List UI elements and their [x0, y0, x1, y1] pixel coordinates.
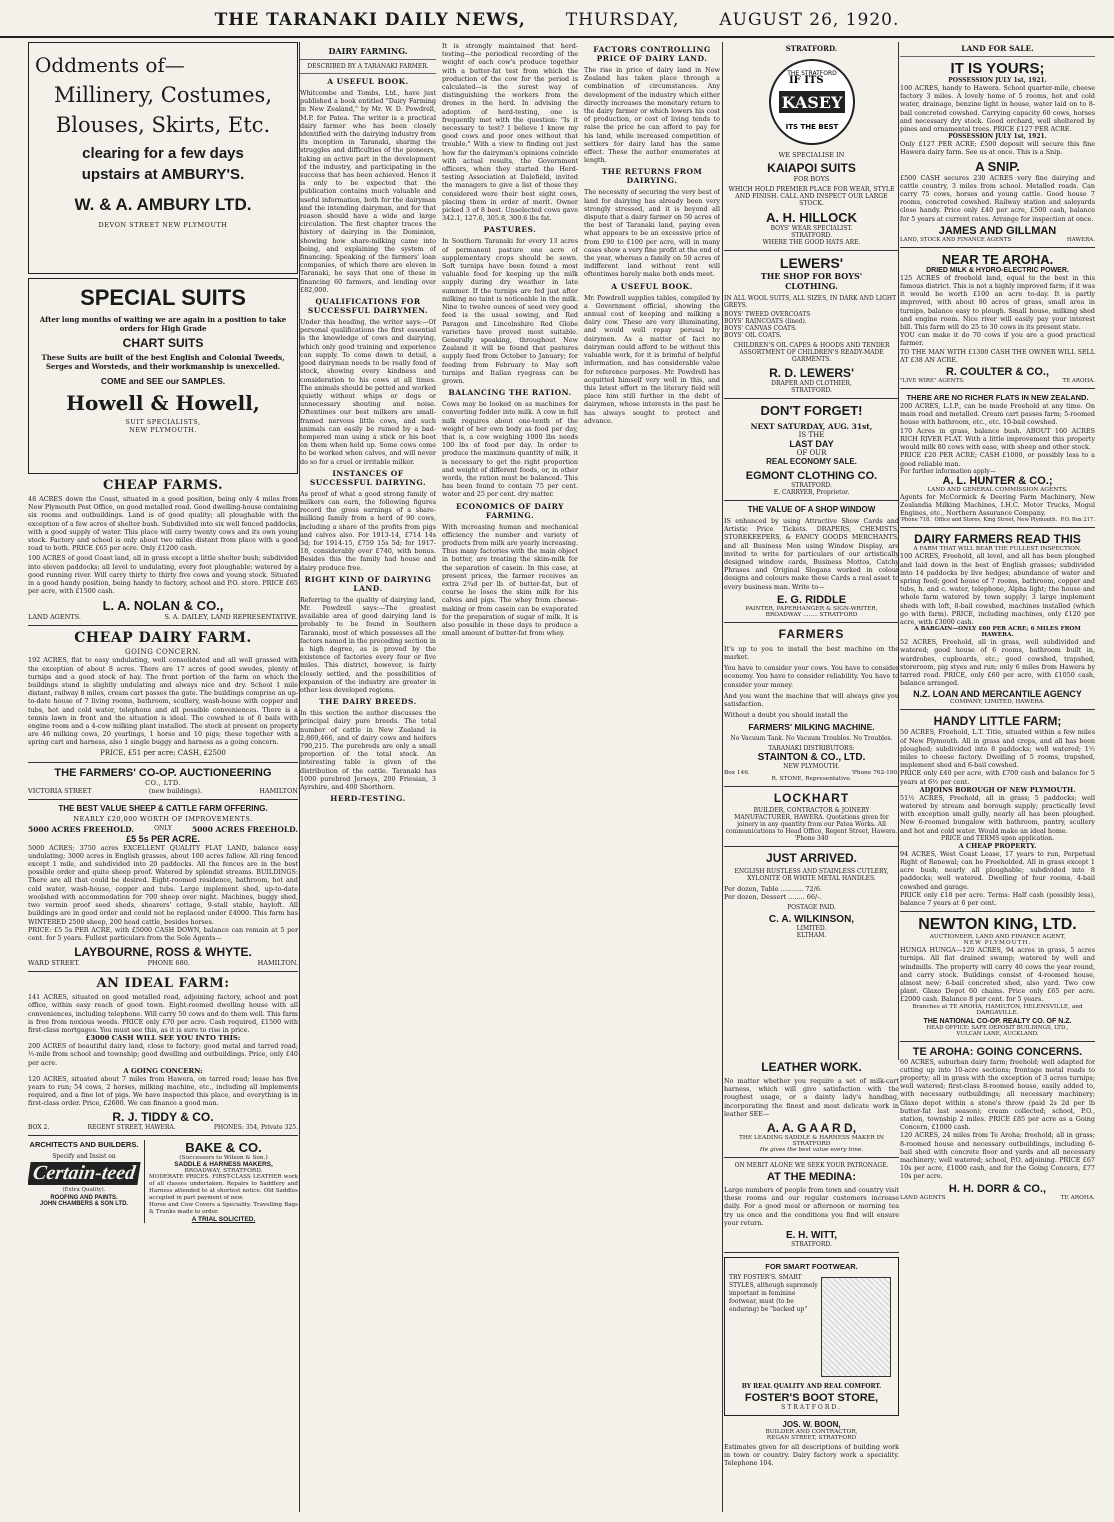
ad-line: STRATFORD. [791, 387, 832, 394]
ad-firm: EGMONT CLOTHING CO. [745, 470, 878, 482]
ad-line: STRATFORD. [791, 482, 832, 489]
ad-title: THE BEST VALUE SHEEP & CATTLE FARM OFFERING. [58, 803, 268, 813]
newspaper-title: THE TARANAKI DAILY NEWS, [214, 10, 526, 30]
ad-line: 'Phone 718. [900, 517, 931, 524]
ad-line: BOYS' WEAR SPECIALIST. [770, 225, 853, 232]
ad-line: (Extra Quality). [62, 1186, 106, 1193]
ad-line: SADDLE & HARNESS MAKERS, [174, 1160, 273, 1168]
ad-line: (new buildings). [148, 786, 203, 795]
ad-line: LAND AGENTS. [28, 613, 81, 622]
ad-title: JUST ARRIVED. [766, 851, 857, 866]
ad-line: £3000 CASH WILL SEE YOU INTO THIS: [85, 1034, 241, 1043]
ad-text: 50 ACRES, Freehold, L.T. Title, situated within a few miles of New Plymouth. All in grass and crops, and all has been ploughed; subdivided into 8 paddocks; well watered; 1½ miles to cheese factory. Dwelling of 5 rooms, trapshed, implement shed and 6-bail cowshed. [900, 728, 1095, 770]
section-heading: THE RETURNS FROM DAIRYING. [601, 167, 703, 186]
wilkinson-ad [724, 851, 899, 939]
ad-line: HEAD OFFICE: SAFE DEPOSIT BUILDINGS, LTD., [926, 1024, 1069, 1031]
ad-line: WHERE THE GOOD HATS ARE. [762, 239, 861, 246]
ad-title: A SNIP. [975, 158, 1020, 174]
fosters-ad [724, 1257, 899, 1416]
ad-line: BUILDER AND CONTRACTOR, [765, 1429, 858, 1436]
column-1 [28, 42, 298, 1512]
dairy-farmers-read-ad [900, 532, 1095, 705]
ad-price: PRICE only £40 per acre, with £700 cash and balance for 5 years at 6½ per cent. [900, 769, 1095, 786]
ad-line: ONLY [154, 824, 172, 832]
ad-line: COME and SEE our SAMPLES. [100, 376, 226, 386]
ad-title: CHEAP FARMS. [102, 478, 224, 493]
column-4-land-for-sale [900, 42, 1095, 1512]
ad-line: CHART SUITS [122, 336, 204, 350]
ad-line: VULCAN LANE, AUCKLAND. [956, 1030, 1039, 1037]
section-heading: BALANCING THE RATION. [448, 388, 572, 398]
ad-line: BROADWAY ........ STRATFORD [765, 611, 858, 618]
ad-line: BOX 2. [28, 1123, 50, 1131]
ad-firm: JAMES AND GILLMAN [938, 224, 1057, 237]
ad-line: STRATFORD. [791, 232, 832, 239]
ad-text: HUNGA HUNGA—120 ACRES, 94 acres in grass, 5 acres turnips. All flat drained swamp; watered by well and windmills. The property will carry 40 cows the year round, and carry stock. Buildings consist of 4-roomed house, almost new; 6-bail concreted shed, also yard. Two cow plant. Glaxo Depot 60 chains. Price only £65 per acre. £2000 cash. Balance 8 per cent. for 5 years. [900, 946, 1095, 1004]
ad-line: R. STONE, Representative. [771, 776, 852, 783]
ad-firm: R. D. LEWERS' [769, 366, 854, 380]
ad-firm: E. H. WITT, [785, 1230, 838, 1242]
ad-text: YOU can make it do 70 cows if you are a good practical farmer. [900, 331, 1095, 348]
ad-line: ADJOINS BOROUGH OF NEW PLYMOUTH. [919, 785, 1076, 794]
ad-firm: A. L. HUNTER & CO.; [942, 474, 1053, 487]
article-col-a [300, 42, 436, 1512]
leather-ad [724, 1060, 899, 1153]
shop-window-ad [724, 505, 899, 618]
ad-firm: N.Z. LOAN AND MERCANTILE AGENCY [913, 689, 1082, 700]
ad-line: "LIVE WIRE" AGENTS. [900, 378, 965, 385]
ad-firm: JOHN CHAMBERS & SON LTD. [39, 1200, 129, 1207]
ad-line: PHONE 680. [147, 959, 190, 968]
ad-title: TE AROHA: GOING CONCERNS. [912, 1045, 1083, 1058]
ad-title: CHEAP DAIRY FARM. [74, 630, 252, 647]
ad-line: LAND AGENTS [900, 1194, 946, 1201]
article-col-c [584, 42, 720, 1512]
ad-price: £5 5s PER ACRE. [126, 833, 200, 844]
article-paragraph: It is strongly maintained that herd-testing—the periodical recording of the weight of each cow's produce together with a butter-fat test from which the production of the cow for the period is calculated—is the surest way of distinguishing the workers from the drones in the herd. In advising the adoption of herd-testing, one is frequently met with the question: "Is it necessary to test? I believe I know my good cows and poor ones without that trouble." With a view to finding out just how far the dairyman's opinions coincide with actual results, the Government officers, when they started the Herd-testing Association at Dalefield, invited the managers to give a list of those they considered were their best eight cows, placing them in order of merit. Owner picked 3 of 8 best. Unselected cows gave 342.1, 127.6, 305.8, 300.6 lbs fat. [442, 42, 578, 223]
ad-text: You have to consider your cows. You have to consider economy. You have to consider reliability. You have to consider your money. [724, 664, 899, 689]
ad-line: upstairs at AMBURY'S. [81, 166, 245, 183]
article-paragraph: Cows may be looked on as machines for converting fodder into milk. A cow in full milk requires about one-tenth of the weight of her own body as food per day, that is, a cow weighing 1000 lbs needs 100 lbs of food per day. In order to produce the maximum quantity of milk, it is necessary to get the right proportion and weight of different foods, or, in other words, the ration must be balanced. This has been found to contain 75 per cent. water and 25 per cent. dry matter. [442, 400, 578, 499]
ad-line: LAND, STOCK AND FINANCE AGENTS [900, 236, 1012, 243]
ad-price: Per dozen, Dessert ........ 66/-. [724, 893, 822, 902]
ad-line: He gives the best value every time. [759, 1147, 864, 1154]
ad-text: 200 ACRES, L.I.P., can be made Freehold at any time. On main road and metalled. Cream cart passes farm; 5-roomed house with bathroom, etc., etc. 10-bail cowshed. [900, 402, 1095, 427]
ad-text: TO THE MAN WITH £1300 CASH THE OWNER WILL SELL AT £38 AN ACRE. [900, 347, 1095, 364]
ad-firm: THE FARMERS' CO-OP. AUCTIONEERING [54, 766, 272, 779]
ad-line: For further information apply— [900, 467, 996, 475]
section-heading: RIGHT KIND OF DAIRYING LAND. [304, 574, 432, 593]
ad-title: DAIRY FARMERS READ THIS [914, 532, 1081, 547]
te-aroha-ad [900, 252, 1095, 384]
ad-text: 100 ACRES, Freehold, all level, and all has been ploughed and laid down in the best of English grasses; subdivided into 14 paddocks by live hedges; abundance of water and spring feed; good house of 7 rooms, bathroom, copper and tubs, h. and c. water, telephone, Alpha light; the house and whole farm watered by town supply; 3 large implement sheds with loft, 8-bail cowshed, machines installed (which go with farm). PRICE, including machines, only £120 per acre, with £3000 cash. [900, 552, 1095, 626]
ad-line: WE SPECIALISE IN [778, 151, 845, 159]
section-heading: PASTURES. [483, 225, 537, 235]
ad-text: TRY FOSTER'S. SMART STYLES, although supremely important in feminine footwear, must (to be enduring) be "backed up" [729, 1274, 818, 1314]
ad-line: COMPANY, LIMITED, HAWERA. [950, 699, 1045, 706]
ad-line: STRATFORD. [785, 44, 838, 53]
ad-text: And you want the machine that will always give you satisfaction. [724, 691, 899, 709]
ad-firm: LOCKHART [773, 791, 850, 806]
ad-text: BUILDER, CONTRACTOR & JOINERY MANUFACTURER, HAWERA. Quotations given for joinery in any quantity from our Patea Works. All communications to Head Office, Regent Street, Hawera. 'Phone 340 [725, 807, 898, 843]
architects-ad [28, 1140, 140, 1223]
ad-title: FARMERS [778, 626, 845, 641]
ad-line: A BARGAIN—ONLY £60 PER ACRE; 6 MILES FROM HAWERA. [914, 626, 1081, 639]
ad-line: ELTHAM. [796, 932, 827, 940]
ad-line: AUCTIONEER, LAND AND FINANCE AGENT, [929, 934, 1066, 941]
ad-line: FOR BOYS [793, 175, 830, 183]
ad-line: P.O. Box 217. [1060, 517, 1095, 524]
ad-line: LAST DAY [789, 439, 834, 449]
ad-text: No matter whether you require a set of milk-cart harness, which will give satisfaction with the roughest usage, or a dainty lady's handbag, incorporating the finest and most delicate work in leather SEE— [724, 1077, 899, 1118]
ad-line: DRAPER AND CLOTHIER, [771, 380, 852, 387]
ad-text: Only £127 PER ACRE; £500 deposit will secure this fine Hawera dairy farm. See us at once. This is a Snip. [900, 140, 1095, 157]
section-heading: INSTANCES OF SUCCESSFUL DAIRYING. [309, 468, 427, 487]
ad-title: THE VALUE OF A SHOP WINDOW [747, 505, 876, 514]
ad-line: BROADWAY, STRATFORD. [184, 1167, 263, 1174]
ad-text: These Suits are built of the best English and Colonial Tweeds, Serges and Worsteds, and their workmanship is unexcelled. [41, 353, 285, 371]
ad-title: LEWERS' [779, 255, 844, 271]
ad-text: 170 Acres in grass, balance bush. ABOUT 160 ACRES RICH RIVER FLAT. With a little improvement this property would milk 80 cows with ease, with sheep and other stock. [900, 426, 1095, 452]
farmers-coop-ad [28, 767, 298, 795]
richer-flats-ad [900, 393, 1095, 523]
column-2-article [300, 42, 720, 1512]
ad-firm: BAKE & CO. [185, 1139, 262, 1155]
ad-line: Branches at TE AROHA, HAMILTON, HELENSVILLE, and DARGAVILLE. [912, 1003, 1083, 1016]
svg-text:IF ITS: IF ITS [788, 75, 824, 86]
article-paragraph: With increasing human and mechanical efficiency the number and variety of products from milk are yearly increasing. Thus many factories with the main object in butter, are treating the skim-milk for the separation of casein. In this case, at present prices, the farmer receives an extra 2¾d per lb. of butter-fat, but of course he loses the skim milk for his calves and pigs. The whey from cheese-making or from casein can be evaporated for the preparation of sugar of milk. It is also possible in these days to produce a small amount of butter-fat from whey. [442, 522, 578, 638]
ad-line: E. CARRYER, Proprietor. [773, 489, 850, 496]
ad-firm: NEWTON KING, LTD. [918, 916, 1077, 934]
ad-line: LIMITED. [796, 925, 827, 933]
ad-title: HANDY LITTLE FARM; [933, 714, 1062, 729]
ideal-farm-ad [28, 976, 298, 1130]
ad-text: CHILDREN'S OIL CAPES & HOODS AND TENDER ASSORTMENT OF CHILDREN'S READY-MADE GARMENTS. [733, 342, 890, 363]
ad-line: REGAN STREET, STRATFORD [766, 1435, 857, 1442]
ad-firm: L. A. NOLAN & CO., [102, 598, 224, 614]
issue-day: THURSDAY, [565, 10, 680, 30]
ad-firm: A. A. G A A R D, [766, 1121, 857, 1136]
ad-text: Horse and Cow Covers a Speciality. Travelling Bags & Trunks made to order. [149, 1201, 298, 1215]
ad-text: 125 ACRES of freehold land, equal to the best in this famous district. This is not a highly improved farm; if it was it would be worth £100 an acre to-day. It is partly improved, with about 80 acres of grass, small area in turnips, balance easy to plough. Small house, milking shed and engine room. Nice river will easily pay your interest bill. This farm will do 25 to 30 cows in its present state. [900, 273, 1095, 332]
cheap-farms-ad [28, 478, 298, 621]
ad-line: ROOFING AND PAINTS. [50, 1194, 118, 1201]
ad-price: PRICE and TERMS upon application. [941, 834, 1054, 842]
farmers-machine-ad [724, 627, 899, 783]
ad-line: Blouses, Skirts, Etc. [55, 113, 271, 137]
ad-firm: R. COULTER & CO., [945, 366, 1050, 379]
ad-text: Agents for McCormick & Deering Farm Machinery, New Zealandia Milking Machines, I.H.C. Motor Trucks, Mogul Engines, etc., Northern Assurance Company. [900, 492, 1095, 518]
kasey-ad [724, 44, 899, 246]
ad-line: A CHEAP PROPERTY. [958, 841, 1037, 850]
article-paragraph: As proof of what a good strong family of milkers can earn, the following figures record the gross earnings of a share-milking family from a herd of 90 cows, including a share of the profits from pigs and calves also. For 1913-14, £714 14s 3d; for 1914-15, £759 15s 5d; for 1917-18, considerably over £740, with bonus. Besides this the family had house and dairy produce free. [300, 489, 436, 572]
ad-title: AT THE MEDINA: [766, 1171, 856, 1184]
newton-king-ad [900, 916, 1095, 1036]
ad-line: NEXT SATURDAY, AUG. 31st, [750, 422, 873, 431]
article-paragraph: Referring to the quality of dairying land, Mr. Powdrell says:—The greatest available area of good dairying land is probably to be found in Southern Taranaki, most of which possesses all the factors named in the preceding section in a high degree, as is proved by the existence of factories every four or five miles. This district, however, is fairly closely settled, and the possibilities of expansion of the industry are greater in other less developed regions. [300, 595, 436, 694]
section-heading: QUALIFICATIONS FOR SUCCESSFUL DAIRYMEN. [307, 297, 429, 316]
ad-text: Estimates given for all descriptions of building work in town or country. Dairy factory work a speciality. Telephone 104. [724, 1443, 899, 1468]
svg-text:THE STRATFORD: THE STRATFORD [786, 70, 837, 77]
howell-ad [28, 278, 298, 474]
ad-line: NEW PLYMOUTH. [129, 426, 197, 434]
ad-text: 52 ACRES, Freehold, all in grass, well subdivided and watered; good house of 6 rooms, bathroom built in, wardrobes, cupboards, etc.; good cowshed, trapshed, storeroom, pig styes and run; only 6 miles from Hawera by tarred road. PRICE, only £60 per acre, with £1050 cash, balance arranged. [900, 638, 1095, 688]
ad-line: Box 146. [724, 770, 750, 777]
ad-line: VICTORIA STREET [28, 786, 92, 795]
ad-text: 141 ACRES, situated on good metalled road, adjoining factory, school and post office, within easy reach of good town. Eight-roomed dwelling house with all conveniences, including telephone. Will carry 50 cows and do them well. This farm is free from noxious weeds. PRICE only £70 per acre. Cash required, £1500 with first-class mortgages. You must see this, as it is sure to rise in price. [28, 993, 298, 1034]
ad-line: OF OUR [796, 449, 827, 457]
medina-ad [724, 1162, 899, 1248]
ad-line: PAINTER, PAPERHANGER & SIGN-WRITER, [745, 605, 878, 612]
ad-text: 94 ACRES, West Coast Lease, 17 years to run, Perpetual Right of Renewal; can be Freeholded. All in grass except 1 acre bush; nearly all ploughable; subdivided into 8 paddocks; well watered. Dwelling of four rooms, 4-bail cowshed and garage. [900, 849, 1095, 891]
section-heading: FACTORS CONTROLLING PRICE OF DAIRY LAND. [593, 45, 711, 63]
ad-text: 48 ACRES down the Coast, situated in a good position, being only 4 miles from New Plymouth Post Office, on good metalled road. Good dwelling-house containing six rooms and outbuildings. Land is of good quality; all ploughable with the exception of a few acres of shelter bush. Subdivided into six well fenced paddocks, with a good supply of water. This place will carry twenty cows and its own young stock. Factory and school is only about two miles distant from place with a good road to both. PRICE £65 per acre. Only £1200 cash. [28, 495, 298, 553]
ad-product: FARMERS' MILKING MACHINE. [748, 722, 875, 733]
section-heading: ECONOMICS OF DAIRY FARMING. [455, 501, 565, 520]
article-paragraph: Mr. Powdrell supplies tables, compiled by a Government official, showing the annual cost of keeping and milking a dairy cow. These are very illuminating, and would well repay perusal by dairymen. As a matter of fact no dairyman could afford to be without this valuable work, for it is brimful of helpful information, and has considerable value for reference purposes. Mr. Powdrell has acquitted himself very well in this, and this latest effort in the literary field will place him still further in the debt of dairymen, whose interests in the past he has always sought to protect and advance. [584, 293, 720, 425]
ad-line: BY REAL QUALITY AND REAL COMFORT. [741, 1383, 882, 1391]
ad-text: 200 ACRES of beautiful dairy land, close to factory; good metal and tarred road; ½-mile from school and township; good dwelling and outbuildings. Price, only £40 per acre. [28, 1042, 298, 1067]
section-heading: LAND FOR SALE. [961, 44, 1034, 53]
ad-line: 'Phone 762-190. [851, 770, 899, 777]
ad-firm: Howell & Howell, [66, 391, 260, 415]
ad-text: IS enhanced by using Attractive Show Cards and Artistic Price Tickets. DRAPERS, CHEMISTS, STOREKEEPERS, & FANCY GOODS MERCHANTS, and all Business Men using Window Display, are invited to write for particulars of our artistically designed window cards, Business Mottos, Catchy Phrases and Original Slogans worked in colour designs and colours make these Cards a real asset to every business man. Write to— [724, 517, 899, 591]
section-heading: HERD-TESTING. [330, 794, 406, 804]
article-col-b [442, 42, 578, 1512]
ad-title: LEATHER WORK. [761, 1060, 862, 1074]
ad-line: TARANAKI DISTRIBUTORS: [768, 745, 855, 753]
ad-text: PRICE £20 PER ACRE; CASH £1000, or possibly less to a good reliable man. [900, 451, 1095, 468]
boon-ad [724, 1420, 899, 1468]
bottom-ads-row [28, 1140, 298, 1223]
ad-line: Specify and Insist on [52, 1152, 116, 1160]
ad-line: GOING CONCERN. [125, 648, 201, 657]
kasey-logo [767, 57, 857, 147]
ad-title: IT IS YOURS; [950, 60, 1045, 77]
ad-line: Millinery, Costumes, [53, 83, 273, 107]
ad-text: After long months of waiting we are again in a position to take orders for High Grade [39, 315, 287, 333]
ad-line: clearing for a few days [82, 145, 244, 162]
ad-price: Per dozen, Table ........... 72/6. [724, 885, 823, 894]
ad-line: BOYS' OIL COATS. [724, 332, 782, 339]
article-paragraph: In this section the author discusses the principal dairy pure breeds. The total number of cattle in New Zealand is 2,869,466, and of dairy cows and heifers 790,215. The purebreds are only a small proportion of the total stock. An interesting table is given of the distribution of the cattle. Taranaki has 1000 purebred Jerseys, 200 Friesian, 3 Ayrshire, and 400 Shorthorn. [300, 709, 436, 792]
issue-date: AUGUST 26, 1920. [719, 10, 900, 30]
section-heading: A USEFUL BOOK. [611, 281, 693, 291]
ad-text: ENGLISH RUSTLESS AND STAINLESS CUTLERY, XYLONITE OR WHITE METAL HANDLES. [734, 868, 889, 883]
dairy-farm-ad [28, 630, 298, 757]
article-paragraph: Whitcombe and Tombs, Ltd., have just published a book entitled "Dairy Farming in New Zealand," by Mr. W. D. Powdrell, M.P. for Patea. The writer is a practical dairy farmer who has been closely identified with the dairying industry from its inception in Taranaki, sharing the struggles and difficulties of the pioneers, taking an active part in the development of the industry, and participating in the success that has been achieved. Hence it is only to be expected that the publication contains much valuable and useful information, both for the dairyman and the intending dairyman, and for that reason should have a wide and large circulation. The first chapter traces the history of dairying in the Dominion, showing how share-milking came into being, and explaining the system of financing. Speaking of the farmers' loan companies, of which there are eleven in Taranaki, he says that one of these in financing 60 farmers, and lending over £82,000. [300, 89, 436, 294]
bake-ad [144, 1140, 298, 1223]
ad-price: PRICE only £18 per acre. Terms: Half cash (possibly less), balance 7 years at 6 per cent. [900, 890, 1095, 908]
ad-title: NEAR TE AROHA. [941, 251, 1054, 267]
ad-line: ON MERIT ALONE WE SEEK YOUR PATRONAGE. [734, 1162, 889, 1170]
ad-text: 100 ACRES of good Coast land, all in grass except a little shelter bush; subdivided into eleven paddocks; all level to undulating, every foot ploughable; watered by a good running river. Will carry thirty to thirty five cows and young stock. Situated in a good handy position, being handy to factory, school and P.O. store. PRICE £65 per acre, with £1500 cash. [28, 554, 298, 596]
ad-line: HAWERA. [1066, 236, 1095, 243]
ad-text: No Vacuum Tank. No Vacuum Troubles. No Troubles. [730, 735, 893, 743]
ad-line: A FARM THAT WILL BEAR THE FULLEST INSPECTION. [913, 546, 1082, 553]
ad-line: Office and Stores, King Street, New Plymouth. [934, 517, 1058, 524]
ad-text: 5000 ACRES; 3750 acres EXCELLENT QUALITY FLAT LAND, balance easy undulating; 3000 acres in English grasses, about 100 acres fallow. All ring fenced except 1 mile, and subdivided into 20 paddocks. All the fences are in the best possible order and quite sheep proof. Watered by splendid streams. BUILDINGS: There are all that could be desired. Eight-roomed residence, bathroom, hot and cold water, wash-house, copper and tubs. Large implement shed, up-to-date woolshed with accommodation for 700 sheep over night. Machines, buggy shed, two vermin proof seed sheds, shearers' cottage, 9-stall stable, hayloft. All buildings are in good order and could not be replaced under £4000. This farm has WINTERED 2500 sheep, 200 head cattle, besides horses. [28, 843, 298, 926]
ad-text: 51½ ACRES, Freehold, all in grass; 5 paddocks; well watered by stream and borough supply; practically level with exception small gully, nearly all has been ploughed. New 6-roomed bungalow with bathroom, pantry, scullery and hot and cold water. Would make an ideal home. [900, 793, 1095, 835]
ad-address: DEVON STREET NEW PLYMOUTH [98, 221, 228, 229]
ad-title: THERE ARE NO RICHER FLATS IN NEW ZEALAND. [906, 393, 1089, 403]
ad-text: 120 ACRES, 24 miles from Te Aroha; freehold; all in grass; 8-roomed house and necessary outbuildings, including 6-bail shed with concrete floor and yards and all necessary machinery; well watered; school, P.O. adjoining. PRICE £67 10s per acre, £1000 cash, and for the Going Concern, £77 10s per acre. [900, 1131, 1095, 1181]
ad-text: Without a doubt you should install the [724, 711, 848, 720]
ad-firm: R. J. TIDDY & CO. [112, 1109, 214, 1124]
ad-line: POSSESSION JULY 1st, 1921. [948, 133, 1047, 141]
handy-farm-ad [900, 714, 1095, 907]
ad-line: POSTAGE PAID. [787, 904, 836, 912]
ad-price: PRICE, £51 per acre; CASH, £2500 [100, 748, 226, 757]
ad-line: REAL ECONOMY SALE. [766, 457, 857, 466]
ad-line: BOYS' RAINCOATS (lined). [724, 318, 807, 325]
ad-line: 5000 ACRES FREEHOLD. [192, 824, 298, 834]
ad-line: DRIED MILK & HYDRO-ELECTRIC POWER. [926, 266, 1069, 274]
ad-firm: LAYBOURNE, ROSS & WHYTE. [74, 945, 252, 960]
ad-line: THE SHOP FOR BOYS' [760, 271, 863, 281]
ad-firm: W. & A. AMBURY LTD. [74, 195, 252, 214]
ad-firm: THE NATIONAL CO-OP. REALTY CO. OF N.Z. [923, 1017, 1072, 1025]
ad-firm: STAINTON & CO., LTD. [757, 752, 866, 764]
lockhart-ad [724, 791, 899, 842]
it-is-yours-ad [900, 60, 1095, 157]
sheep-farm-ad [28, 804, 298, 967]
section-heading: THE DAIRY BREEDS. [319, 697, 417, 707]
ad-firm: FOSTER'S BOOT STORE, [744, 1392, 879, 1405]
ad-line: POSSESSION JULY 1st, 1921. [948, 77, 1047, 84]
ad-line: IS THE [798, 431, 825, 439]
ad-line: THE LEADING SADDLE & HARNESS MAKER IN STRATFORD [739, 1135, 884, 1148]
certain-teed-logo: Certain-teed [28, 1162, 141, 1185]
shoe-illustration [821, 1277, 891, 1377]
ad-line: TE AROHA. [1062, 378, 1095, 385]
ad-line: A GOING CONCERN: [123, 1066, 203, 1075]
ad-title: FOR SMART FOOTWEAR. [765, 1262, 858, 1272]
section-heading: A USEFUL BOOK. [327, 77, 409, 86]
svg-text:KASEY: KASEY [781, 93, 842, 112]
ad-line: (Successors to Wilson & Son.) [179, 1154, 268, 1161]
going-concerns-ad [900, 1046, 1095, 1201]
ad-title: KAIAPOI SUITS [767, 161, 856, 175]
ad-line: LAND AND GENERAL COMMISSION AGENTS. [927, 486, 1068, 493]
ad-text: 120 ACRES, situated about 7 miles from Hawera, on tarred road; lease has five years to run; 54 cows, 2 horses, milking machine, etc., including all implements required, and a fine lot of pigs. We have inspected this place, and everything is in first-class order. Price, £2600. We can finance a good man. [28, 1074, 298, 1108]
ad-text: Large numbers of people from town and country visit these rooms and our regular customers increase daily. For a good meal or afternoon or morning tea try us once and the conditions you find will ensure your return. [724, 1186, 899, 1227]
ad-text: It's up to you to install the best machine on the market. [724, 644, 899, 662]
ad-text: 100 ACRES, handy to Hawera. School quarter-mile, cheese factory 3 miles. A lovely home of 5 rooms, hot and cold water, drainage, benzine light in house, water laid on to 8-bail concreted cowshed. Carrying capacity 60 cows, horses and necessary dry stock. Good orchard, well sheltered by pines and ornamental trees. PRICE £127 PER ACRE. [900, 84, 1095, 134]
ad-text: IN ALL WOOL SUITS, ALL SIZES, IN DARK AND LIGHT GREYS. [724, 295, 897, 309]
ad-text: 60 ACRES, suburban dairy farm; freehold; well adapted for cutting up into 10-acre sections; frontage metal roads to property; all in grass with the exception of 3 acres turnips; well watered; first-class 8-roomed house, easily added to, with necessary outbuildings; all necessary machinery; Glaxo depot within a stone's throw (paid 2s 2d per lb butter-fat last season); cream collected; school, P.O., station, township 2 miles. PRICE £85 per acre as a Going Concern, £1000 cash. [900, 1057, 1095, 1132]
ad-text: £500 CASH secures 230 ACRES very fine dairying and cattle country, 3 miles from school. Metalled roads. Can carry 75 cows, horses and young cattle. Good house 7 rooms, concreted cowshed. Railway station and saleyards close handy. Price only £40 per acre, £500 cash, balance for 5 years at current rates. Arrange for inspection at once. [900, 173, 1095, 223]
ad-title: ARCHITECTS AND BUILDERS. [29, 1139, 139, 1149]
ad-title: DON'T FORGET! [760, 403, 863, 418]
ad-line: CLOTHING. [785, 281, 838, 291]
ad-line: HAMILTON. [257, 959, 298, 968]
ad-firm: E. G. RIDDLE [776, 593, 847, 606]
svg-text:ITS THE BEST: ITS THE BEST [785, 123, 838, 131]
ad-line: BOYS' TWEED OVERCOATS [724, 311, 811, 318]
ad-line: WARD STREET. [28, 959, 80, 968]
ad-line: STRATFORD. [781, 1404, 842, 1412]
ad-firm: A. H. HILLOCK [766, 210, 857, 225]
ambury-ad [28, 42, 298, 274]
ad-text: PRICE: £5 5s PER ACRE, with £5000 CASH DOWN, balance can remain at 5 per cent. for 5 years. Fullest particulars from the Sole Agents— [28, 925, 298, 942]
column-3-lower [724, 1060, 899, 1512]
ad-firm: C. A. WILKINSON, [768, 914, 855, 926]
ad-line: NEW PLYMOUTH. [783, 763, 840, 771]
ad-firm: JOS. W. BOON, [782, 1420, 841, 1430]
ad-line: PHONES: 354, Private 325. [213, 1123, 298, 1131]
ad-line: 5000 ACRES FREEHOLD. [28, 824, 134, 834]
article-subtitle: DESCRIBED BY A TARANAKI FARMER. [307, 63, 429, 70]
ad-text: 192 ACRES, flat to easy undulating, well consolidated and all well grassed with the exception of about 8 acres. There are 17 acres of good swedes, plenty of turnips and a good stock of hay. The front portion of the farm on which the buildings stand is slightly undulating and always nice and dry. School 1 mile distant, railway 8 miles, cream cart passes the gate. The buildings comprise an up-to-date house of 7 living rooms, bathroom, scullery, wash-house with copper and tubs, hot and cold water, telephone and all possible conveniences. There is a tennis lawn in front and the situation is ideal. The cowshed is of 6 bails with engine room and a 4-cow milking plant installed. The stock at present on property are 46 milking cows, 20 yearlings, 1 horse and 10 pigs; these together with a spring cart and harness, also 1 single buggy and harness as a going concern. [28, 656, 298, 747]
article-paragraph: In Southern Taranaki for every 13 acres of permanent pasture one acre of supplementary crops should be sown. Soft turnips have been found a most valuable food for keeping up the milk supply during dry weather in late summer. If the turnips are fed just after milking no taint is noticeable in the milk. Nine to twelve ounces of seed very good feed is the usual sowing, and Red Paragon and Lincolnshire Red Globe varieties have proved most suitable. Generally speaking, throughout New Zealand it will be found that pastures supply feed from October to January; for feeding from February to May soft turnips and Italian ryegrass can be grown. [442, 237, 578, 385]
ad-title: AN IDEAL FARM: [96, 976, 230, 992]
egmont-ad [724, 403, 899, 496]
ad-line: Oddments of— [35, 53, 185, 77]
ad-line: CO., LTD. [145, 778, 181, 787]
ad-text: MODERATE PRICES. FIRST-CLASS LEATHER work of all classes undertaken. Repairs to Saddlery and Harness attended to at shortest notice. Old Saddles accepted in part payment of new. [149, 1173, 298, 1201]
ad-line: S. A. DAILEY, LAND REPRESENTATIVE. [164, 613, 298, 622]
article-paragraph: The rise in price of dairy land in New Zealand has taken place through a combination of circumstances. Any development of the industry which either directly increases the monetary return to the dairy farmer or which lowers his cost of production, or cost of living tends to raise the price he can afford to pay for his land, while increased competition of settlers for dairy land has the same effect. These the author enumerates at length. [584, 66, 720, 165]
ad-line: A TRIAL SOLICITED. [191, 1215, 256, 1223]
snip-ad [900, 159, 1095, 243]
ad-title: SPECIAL SUITS [80, 285, 246, 310]
article-paragraph: The necessity of securing the very best of land for dairying has already been very strongly stressed, and it is beyond all dispute that a dairy farmer on 50 acres of the best of Taranaki land, paying even what appears to be an excessive price of from £90 to £100 per acre, will in many cases show a very fine profit at the end of the year, whereas a family on 50 acres of indifferent land without rent will oftentimes barely make both ends meet. [584, 188, 720, 279]
ad-line: SUIT SPECIALISTS, [125, 418, 201, 426]
ad-line: HAMILTON [259, 786, 298, 795]
ad-line: TE AROHA. [1060, 1194, 1095, 1201]
ad-line: BOYS' CANVAS COATS. [724, 325, 797, 332]
ad-line: STRATFORD. [791, 1241, 832, 1249]
ad-line: NEW PLYMOUTH. [963, 940, 1032, 947]
ad-firm: H. H. DORR & CO., [948, 1182, 1047, 1195]
lewers-ad [724, 255, 899, 394]
ad-line: NEARLY £20,000 WORTH OF IMPROVEMENTS. [73, 814, 253, 823]
masthead [0, 0, 1114, 38]
ad-text: WHICH HOLD PREMIER PLACE FOR WEAR, STYLE AND FINISH. CALL AND INSPECT OUR LARGE STOCK. [728, 186, 895, 207]
article-paragraph: Under this heading, the writer says:—Of personal qualifications the first essential is the knowledge of cows and dairying, which only good training and experience can supply. To come down to detail, a good dairyman needs to be really fond of stock, showing every kindness and consideration to his cows at all times. The animals should be petted and worked quietly without whips or dogs or unnecessary shouting and noise. Oftentimes our best milkers are small-framed nervous little cows, and such animals can easily be ruined by a bad-tempered man using a stick or his boot on them when held up. Some cows come to be worked when calves, and will never do so for a cruel or irritable milker. [300, 318, 436, 466]
ad-line: REGENT STREET, HAWERA. [87, 1123, 176, 1131]
article-title: DAIRY FARMING. [328, 46, 408, 56]
